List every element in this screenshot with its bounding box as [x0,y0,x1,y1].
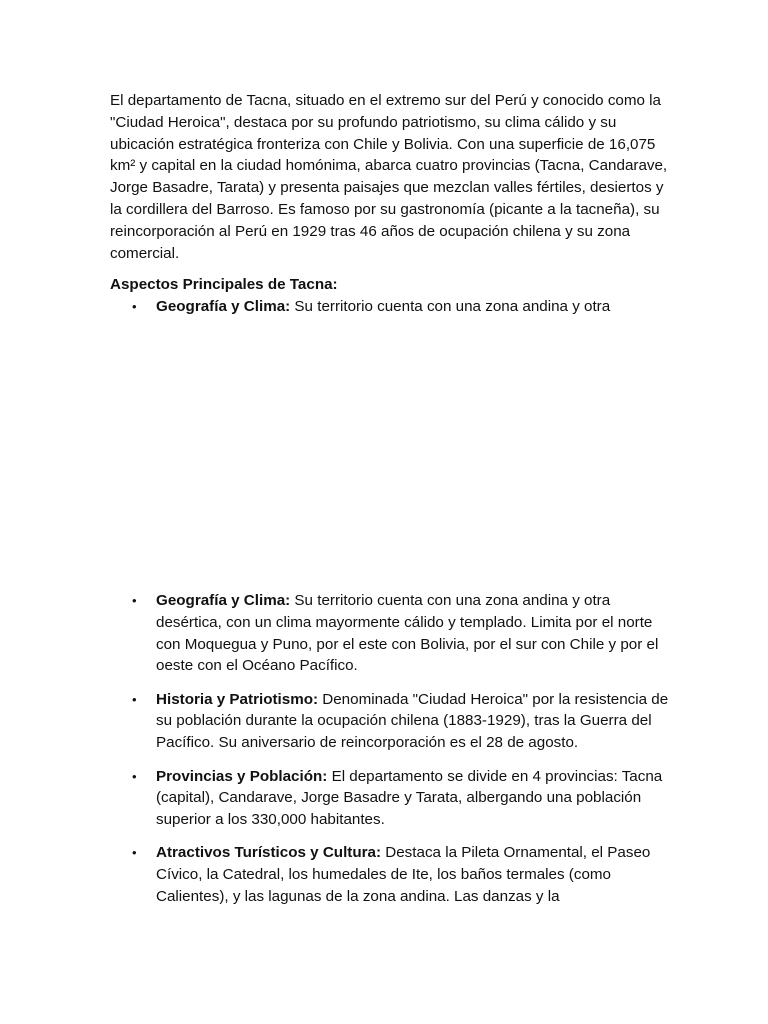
list-item-text: Su territorio cuenta con una zona andina y otra desértica, con un clima mayormente cálido y templado. Limita por el norte con Moquegua y Puno, por el este con Bolivia, por el sur con Chile y por el oeste con el Océano Pacífico. [156,592,659,675]
list-item-title: Provincias y Población: [156,767,328,785]
list-item-text: Su territorio cuenta con una zona andina y otra [290,298,611,315]
bullet-icon: • [132,768,137,784]
list-item-title: Geografía y Clima: [156,592,291,609]
list-item-title: Geografía y Clima: [156,298,291,315]
list-item-title: Historia y Patriotismo: [156,690,319,708]
list-item-text: El departamento se divide en 4 provincias: Tacna (capital), Candarave, Jorge Basadre y Tarata, albergando una población superior a los 330,000 habitantes. [156,767,663,829]
list-item-text: Destaca la Pileta Ornamental, el Paseo Cívico, la Catedral, los humedales de Ite, los baños termales (como Calientes), y las lagunas de la zona andina. Las danzas y la [156,844,651,906]
list-item [110,590,670,677]
bullet-icon: • [132,845,137,861]
list-item-title: Atractivos Turísticos y Cultura: [156,844,382,862]
bullet-icon: • [132,299,137,314]
list-item [110,689,670,754]
intro-paragraph: El departamento de Tacna, situado en el extremo sur del Perú y conocido como la "Ciudad Heroica", destaca por su profundo patriotismo, su clima cálido y su ubicación estratégica fronteriza con Chile y Bolivia. Con una superficie de 16,075 km² y capital en la ciudad homónima, abarca cuatro provincias (Tacna, Candarave, Jorge Basadre, Tarata) y presenta paisajes que mezclan valles fértiles, desiertos y la cordillera del Barroso. Es famoso por su gastronomía (picante a la tacneña), su reincorporación al Perú en 1929 tras 46 años de ocupación chilena y su zona comercial. [110,92,668,262]
bullet-list-fragment [110,296,670,318]
list-item-text: Denominada "Ciudad Heroica" por la resistencia de su población durante la ocupación chilena (1883-1929), tras la Guerra del Pacífico. Su aniversario de reincorporación es el 28 de agosto. [156,690,669,752]
list-item [110,766,670,831]
section-heading: Aspectos Principales de Tacna: [110,276,338,293]
list-item [110,296,670,318]
bullet-icon: • [132,691,137,707]
bullet-icon: • [132,593,137,608]
bullet-list [110,590,670,919]
list-item [110,842,670,907]
